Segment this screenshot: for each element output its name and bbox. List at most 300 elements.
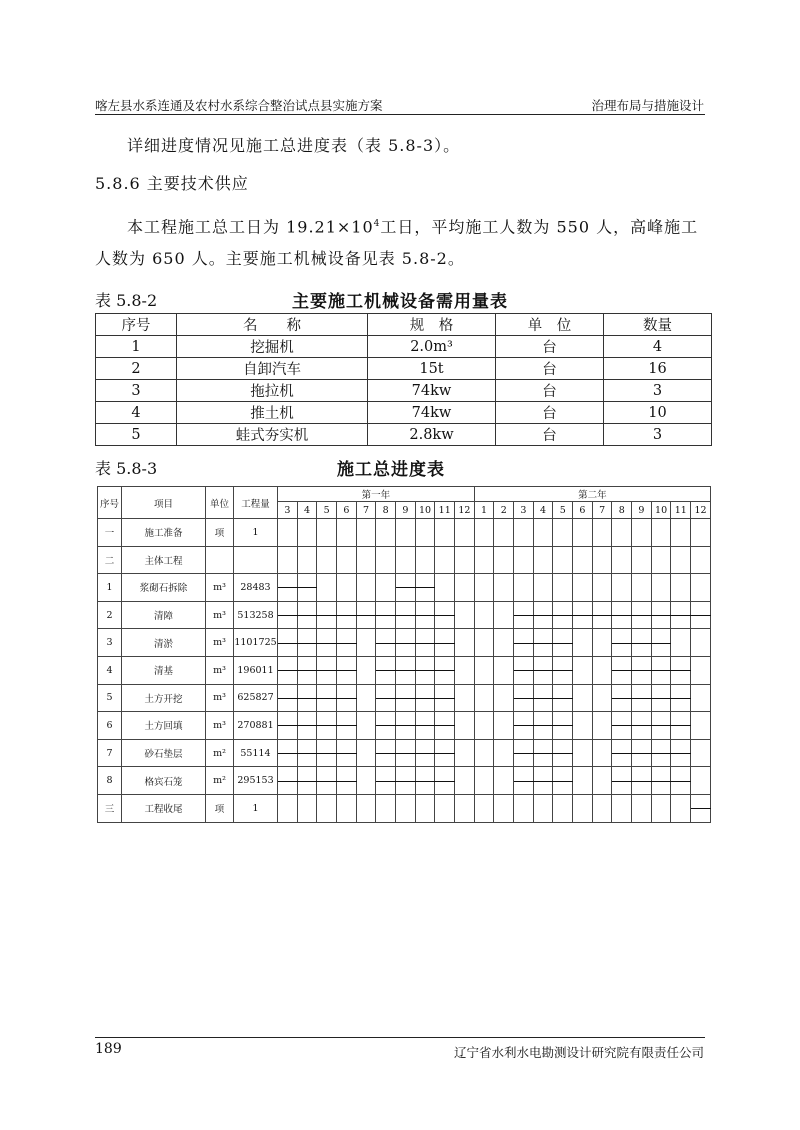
month-slot <box>415 546 435 574</box>
month-slot <box>337 574 357 602</box>
schedule-qty-cell: 1101725 <box>234 629 278 657</box>
month-slot <box>297 546 317 574</box>
schedule-no-cell: 2 <box>98 601 122 629</box>
month-slot <box>494 794 514 822</box>
month-slot <box>415 684 435 712</box>
month-slot <box>533 546 553 574</box>
month-slot <box>651 739 671 767</box>
month-slot <box>278 574 298 602</box>
month-cell: 11 <box>435 502 455 519</box>
schedule-row <box>98 546 711 574</box>
month-slot <box>337 629 357 657</box>
month-slot <box>612 684 632 712</box>
month-slot <box>278 794 298 822</box>
month-slot <box>474 656 494 684</box>
equipment-table <box>95 313 712 446</box>
month-slot <box>553 519 573 547</box>
month-slot <box>691 739 711 767</box>
month-slot <box>376 519 396 547</box>
month-slot <box>455 767 475 795</box>
para-superscript: 4 <box>373 219 381 229</box>
month-slot <box>612 656 632 684</box>
month-slot <box>415 656 435 684</box>
schedule-unit-cell: 项 <box>206 794 234 822</box>
month-slot <box>474 684 494 712</box>
table-row <box>96 424 712 446</box>
month-slot <box>376 767 396 795</box>
table-cell: 16 <box>604 358 712 380</box>
month-slot <box>396 684 416 712</box>
month-cell: 2 <box>494 502 514 519</box>
schedule-item-cell: 主体工程 <box>122 546 206 574</box>
month-slot <box>612 519 632 547</box>
month-slot <box>376 656 396 684</box>
schedule-unit-cell: m³ <box>206 629 234 657</box>
month-slot <box>494 684 514 712</box>
table-cell: 推土机 <box>177 402 368 424</box>
month-slot <box>553 629 573 657</box>
schedule-item-cell: 砂石垫层 <box>122 739 206 767</box>
month-slot <box>592 656 612 684</box>
month-slot <box>533 519 553 547</box>
month-slot <box>474 629 494 657</box>
month-slot <box>612 739 632 767</box>
month-slot <box>376 601 396 629</box>
month-slot <box>671 629 691 657</box>
month-slot <box>474 546 494 574</box>
month-slot <box>612 601 632 629</box>
month-cell: 10 <box>415 502 435 519</box>
month-cell: 11 <box>671 502 691 519</box>
month-slot <box>297 794 317 822</box>
month-slot <box>671 794 691 822</box>
month-slot <box>376 546 396 574</box>
month-slot <box>396 656 416 684</box>
month-slot <box>573 574 593 602</box>
month-slot <box>415 767 435 795</box>
month-slot <box>533 574 553 602</box>
month-cell: 4 <box>533 502 553 519</box>
schedule-qty-cell: 295153 <box>234 767 278 795</box>
schedule-item-cell: 土方开挖 <box>122 684 206 712</box>
month-slot <box>533 767 553 795</box>
month-slot <box>337 739 357 767</box>
table-cell: 台 <box>496 424 604 446</box>
schedule-no-cell: 5 <box>98 684 122 712</box>
table-cell: 2.8kw <box>368 424 496 446</box>
month-slot <box>455 739 475 767</box>
month-slot <box>651 546 671 574</box>
month-slot <box>592 739 612 767</box>
month-slot <box>651 767 671 795</box>
header-cell: 规 格 <box>368 314 496 336</box>
table-row <box>96 358 712 380</box>
table3-title: 施工总进度表 <box>337 460 445 480</box>
month-slot <box>691 794 711 822</box>
month-slot <box>435 712 455 740</box>
page-number: 189 <box>95 1041 122 1057</box>
month-cell: 7 <box>592 502 612 519</box>
header-cell: 单 位 <box>496 314 604 336</box>
month-slot <box>297 712 317 740</box>
schedule-item-cell: 格宾石笼 <box>122 767 206 795</box>
header-section: 治理布局与措施设计 <box>591 98 704 113</box>
month-slot <box>435 794 455 822</box>
month-slot <box>553 767 573 795</box>
month-slot <box>317 601 337 629</box>
month-slot <box>396 794 416 822</box>
month-slot <box>376 794 396 822</box>
month-slot <box>455 574 475 602</box>
month-slot <box>278 601 298 629</box>
month-slot <box>592 767 612 795</box>
month-slot <box>494 739 514 767</box>
schedule-item-cell: 清障 <box>122 601 206 629</box>
month-slot <box>592 684 612 712</box>
header-rule <box>95 114 705 115</box>
year-header: 第二年 <box>474 487 710 502</box>
month-slot <box>514 574 534 602</box>
schedule-qty-cell: 1 <box>234 794 278 822</box>
month-slot <box>356 546 376 574</box>
month-slot <box>435 546 455 574</box>
month-slot <box>317 574 337 602</box>
month-slot <box>553 739 573 767</box>
header-cell: 名 称 <box>177 314 368 336</box>
month-slot <box>514 546 534 574</box>
schedule-item-cell: 浆砌石拆除 <box>122 574 206 602</box>
table-cell: 自卸汽车 <box>177 358 368 380</box>
month-slot <box>435 656 455 684</box>
schedule-no-cell: 3 <box>98 629 122 657</box>
table-cell: 拖拉机 <box>177 380 368 402</box>
schedule-header-row <box>98 487 711 502</box>
schedule-qty-cell: 1 <box>234 519 278 547</box>
table-cell: 挖掘机 <box>177 336 368 358</box>
schedule-qty-cell <box>234 546 278 574</box>
month-cell: 12 <box>691 502 711 519</box>
month-slot <box>415 794 435 822</box>
month-slot <box>415 601 435 629</box>
month-cell: 9 <box>632 502 652 519</box>
month-slot <box>396 546 416 574</box>
schedule-row <box>98 712 711 740</box>
schedule-item-cell: 施工准备 <box>122 519 206 547</box>
month-slot <box>297 574 317 602</box>
month-slot <box>474 601 494 629</box>
month-slot <box>337 712 357 740</box>
month-cell: 3 <box>278 502 298 519</box>
table-cell: 10 <box>604 402 712 424</box>
month-slot <box>415 629 435 657</box>
schedule-item-cell: 清淤 <box>122 629 206 657</box>
month-cell: 6 <box>573 502 593 519</box>
table2-label: 表 5.8-2 <box>95 291 158 310</box>
table3-label: 表 5.8-3 <box>95 459 158 478</box>
month-slot <box>632 794 652 822</box>
month-slot <box>494 712 514 740</box>
month-slot <box>533 629 553 657</box>
month-slot <box>356 794 376 822</box>
month-slot <box>632 656 652 684</box>
month-slot <box>632 546 652 574</box>
schedule-row <box>98 794 711 822</box>
month-slot <box>455 712 475 740</box>
month-slot <box>455 601 475 629</box>
schedule-bar <box>691 808 711 809</box>
schedule-unit-cell: m² <box>206 739 234 767</box>
month-slot <box>632 601 652 629</box>
month-cell: 10 <box>651 502 671 519</box>
month-slot <box>435 519 455 547</box>
month-slot <box>317 684 337 712</box>
month-slot <box>376 712 396 740</box>
table-cell: 5 <box>96 424 177 446</box>
schedule-unit-cell: m³ <box>206 574 234 602</box>
month-slot <box>573 656 593 684</box>
month-slot <box>396 739 416 767</box>
month-slot <box>297 767 317 795</box>
month-slot <box>474 794 494 822</box>
month-slot <box>415 712 435 740</box>
month-slot <box>533 684 553 712</box>
schedule-row <box>98 574 711 602</box>
para-text-b: 工日，平均施工人数为 550 人，高峰施工人数为 650 人。主要施工机械设备见表 5.8-2。 <box>95 217 699 269</box>
month-slot <box>356 574 376 602</box>
schedule-no-cell: 一 <box>98 519 122 547</box>
month-slot <box>317 739 337 767</box>
schedule-row <box>98 519 711 547</box>
schedule-row <box>98 601 711 629</box>
schedule-no-cell: 6 <box>98 712 122 740</box>
month-slot <box>691 767 711 795</box>
month-slot <box>415 519 435 547</box>
month-slot <box>612 574 632 602</box>
schedule-row <box>98 684 711 712</box>
month-cell: 4 <box>297 502 317 519</box>
month-slot <box>376 574 396 602</box>
month-slot <box>494 519 514 547</box>
month-slot <box>592 519 612 547</box>
month-slot <box>612 629 632 657</box>
table-cell: 4 <box>96 402 177 424</box>
schedule-no-cell: 4 <box>98 656 122 684</box>
month-slot <box>612 712 632 740</box>
month-slot <box>612 767 632 795</box>
month-slot <box>612 546 632 574</box>
month-slot <box>691 656 711 684</box>
month-slot <box>494 546 514 574</box>
header-cell: 序号 <box>96 314 177 336</box>
month-slot <box>573 739 593 767</box>
month-slot <box>553 794 573 822</box>
month-slot <box>573 546 593 574</box>
month-slot <box>396 767 416 795</box>
month-slot <box>514 794 534 822</box>
month-slot <box>278 739 298 767</box>
month-slot <box>533 712 553 740</box>
schedule-item-cell: 土方回填 <box>122 712 206 740</box>
month-slot <box>455 794 475 822</box>
month-cell: 6 <box>337 502 357 519</box>
month-slot <box>632 712 652 740</box>
schedule-qty-cell: 625827 <box>234 684 278 712</box>
month-slot <box>494 574 514 602</box>
table-row <box>96 380 712 402</box>
month-cell: 9 <box>396 502 416 519</box>
month-slot <box>278 767 298 795</box>
month-slot <box>356 601 376 629</box>
table-cell: 台 <box>496 380 604 402</box>
month-slot <box>514 629 534 657</box>
month-slot <box>592 601 612 629</box>
month-slot <box>278 712 298 740</box>
month-slot <box>356 712 376 740</box>
month-slot <box>297 601 317 629</box>
month-slot <box>435 739 455 767</box>
month-slot <box>573 712 593 740</box>
header-cell: 工程量 <box>234 487 278 519</box>
month-slot <box>396 712 416 740</box>
month-slot <box>356 629 376 657</box>
month-slot <box>435 601 455 629</box>
month-slot <box>494 767 514 795</box>
schedule-unit-cell: m² <box>206 767 234 795</box>
year-header: 第一年 <box>278 487 475 502</box>
month-slot <box>396 601 416 629</box>
month-slot <box>474 574 494 602</box>
month-slot <box>474 519 494 547</box>
month-slot <box>671 684 691 712</box>
month-slot <box>376 629 396 657</box>
month-slot <box>435 629 455 657</box>
schedule-no-cell: 7 <box>98 739 122 767</box>
month-slot <box>337 794 357 822</box>
month-slot <box>592 629 612 657</box>
month-slot <box>356 739 376 767</box>
month-slot <box>514 739 534 767</box>
month-slot <box>396 629 416 657</box>
month-slot <box>514 656 534 684</box>
month-slot <box>632 629 652 657</box>
footer-org: 辽宁省水利水电勘测设计研究院有限责任公司 <box>453 1045 704 1060</box>
month-slot <box>553 546 573 574</box>
month-slot <box>356 656 376 684</box>
schedule-row <box>98 767 711 795</box>
schedule-table <box>97 486 711 823</box>
table-cell: 台 <box>496 402 604 424</box>
month-slot <box>691 629 711 657</box>
schedule-unit-cell: m³ <box>206 712 234 740</box>
month-slot <box>671 739 691 767</box>
month-slot <box>691 684 711 712</box>
month-slot <box>337 519 357 547</box>
month-slot <box>356 767 376 795</box>
month-slot <box>278 546 298 574</box>
month-slot <box>553 684 573 712</box>
schedule-qty-cell: 513258 <box>234 601 278 629</box>
month-slot <box>651 712 671 740</box>
month-slot <box>494 629 514 657</box>
table-cell: 2 <box>96 358 177 380</box>
month-slot <box>651 629 671 657</box>
month-slot <box>691 519 711 547</box>
header-cell: 序号 <box>98 487 122 519</box>
table-cell: 1 <box>96 336 177 358</box>
month-slot <box>356 684 376 712</box>
schedule-item-cell: 工程收尾 <box>122 794 206 822</box>
month-slot <box>592 712 612 740</box>
month-slot <box>553 574 573 602</box>
schedule-row <box>98 656 711 684</box>
month-slot <box>337 601 357 629</box>
month-cell: 5 <box>317 502 337 519</box>
month-slot <box>691 574 711 602</box>
table-cell: 蛙式夯实机 <box>177 424 368 446</box>
month-slot <box>651 656 671 684</box>
month-slot <box>514 712 534 740</box>
month-cell: 8 <box>376 502 396 519</box>
schedule-qty-cell: 55114 <box>234 739 278 767</box>
month-slot <box>278 684 298 712</box>
footer-rule <box>95 1037 705 1038</box>
month-slot <box>573 684 593 712</box>
schedule-qty-cell: 270881 <box>234 712 278 740</box>
table-cell: 15t <box>368 358 496 380</box>
month-slot <box>278 519 298 547</box>
month-slot <box>376 739 396 767</box>
month-slot <box>671 712 691 740</box>
month-slot <box>317 712 337 740</box>
month-slot <box>474 712 494 740</box>
month-slot <box>455 684 475 712</box>
month-slot <box>691 712 711 740</box>
header-cell: 数量 <box>604 314 712 336</box>
month-slot <box>533 794 553 822</box>
table2-title: 主要施工机械设备需用量表 <box>292 292 508 312</box>
table-cell: 74kw <box>368 380 496 402</box>
month-slot <box>396 574 416 602</box>
month-slot <box>533 656 553 684</box>
schedule-row <box>98 739 711 767</box>
month-slot <box>533 739 553 767</box>
month-slot <box>494 601 514 629</box>
table-cell: 台 <box>496 336 604 358</box>
month-slot <box>651 601 671 629</box>
month-slot <box>415 739 435 767</box>
month-slot <box>573 629 593 657</box>
month-slot <box>297 519 317 547</box>
month-slot <box>671 546 691 574</box>
month-slot <box>651 574 671 602</box>
month-slot <box>691 546 711 574</box>
schedule-no-cell: 二 <box>98 546 122 574</box>
table-cell: 74kw <box>368 402 496 424</box>
table-row <box>96 402 712 424</box>
month-slot <box>592 574 612 602</box>
month-slot <box>317 519 337 547</box>
month-slot <box>592 546 612 574</box>
month-slot <box>553 656 573 684</box>
month-cell: 8 <box>612 502 632 519</box>
month-slot <box>455 656 475 684</box>
month-slot <box>671 574 691 602</box>
month-slot <box>435 767 455 795</box>
month-slot <box>317 629 337 657</box>
schedule-no-cell: 三 <box>98 794 122 822</box>
month-slot <box>317 656 337 684</box>
month-slot <box>396 519 416 547</box>
